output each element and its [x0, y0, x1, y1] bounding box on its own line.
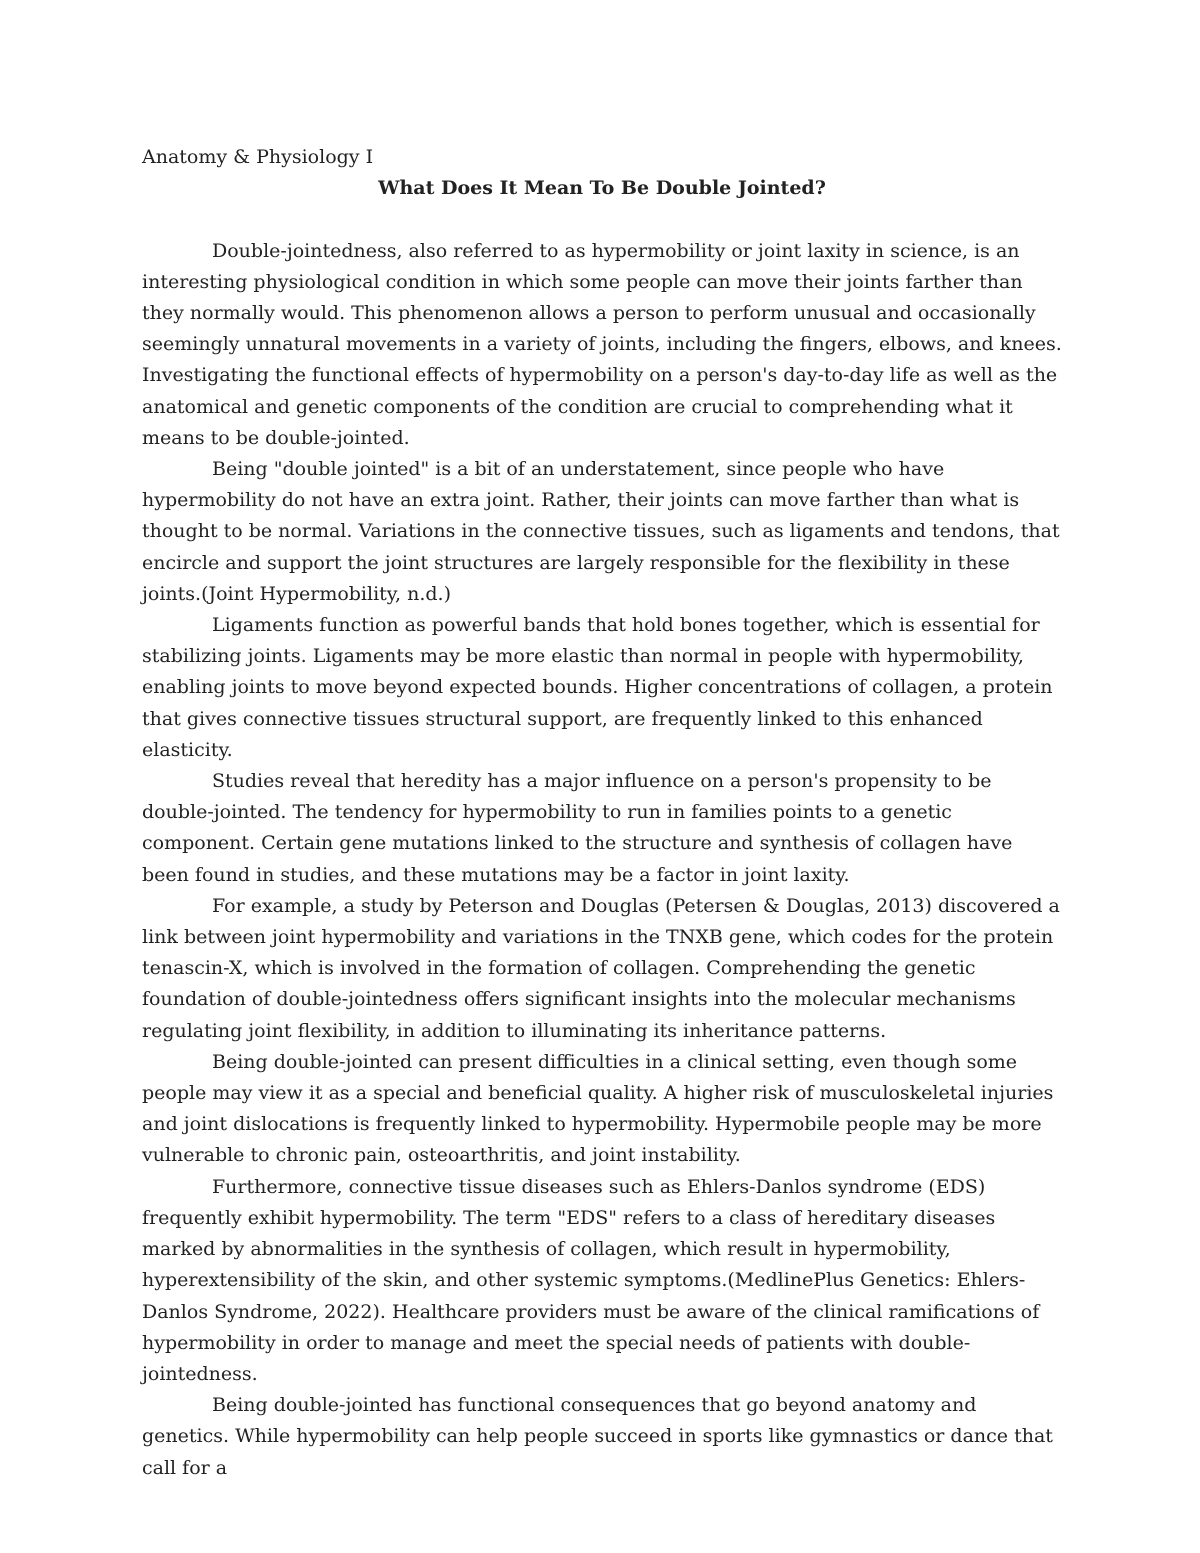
document-body: [142, 142, 1062, 1484]
paragraph-7: Furthermore, connective tissue diseases such as Ehlers-Danlos syndrome (EDS) frequently exhibit hypermobility. The term "EDS" refers to a class of hereditary diseases marked by abnormalities in the synthesis of collagen, which result in hypermobility, hyperextensibility of the skin, and other systemic symptoms.(MedlinePlus Genetics: Ehlers-Danlos Syndrome, 2022). Healthcare providers must be aware of the clinical ramifications of hypermobility in order to manage and meet the special needs of patients with double-jointedness.: [142, 1175, 1040, 1385]
paragraph-8: Being double-jointed has functional consequences that go beyond anatomy and genetics. While hypermobility can help people succeed in sports like gymnastics or dance that call for a: [142, 1394, 1053, 1479]
paragraph-2: Being "double jointed" is a bit of an understatement, since people who have hypermobility do not have an extra joint. Rather, their joints can move farther than what is thought to be normal. Variations in the connective tissues, such as ligaments and tendons, that encircle and support the joint structures are largely responsible for the flexibility in these joints.(Joint Hypermobility, n.d.): [142, 458, 1060, 605]
document-title: What Does It Mean To Be Double Jointed?: [378, 177, 826, 200]
paragraph-6: Being double-jointed can present difficulties in a clinical setting, even though some people may view it as a special and beneficial quality. A higher risk of musculoskeletal injuries and joint dislocations is frequently linked to hypermobility. Hypermobile people may be more vulnerable to chronic pain, osteoarthritis, and joint instability.: [142, 1050, 1054, 1167]
blank-line: [142, 204, 1062, 235]
paragraph-5: For example, a study by Peterson and Douglas (Petersen & Douglas, 2013) discovered a link between joint hypermobility and variations in the TNXB gene, which codes for the protein tenascin-X, which is involved in the formation of collagen. Comprehending the genetic foundation of double-jointedness offers significant insights into the molecular mechanisms regulating joint flexibility, in addition to illuminating its inheritance patterns.: [142, 894, 1060, 1042]
course-header: Anatomy & Physiology I: [142, 146, 374, 168]
paragraph-1: Double-jointedness, also referred to as hypermobility or joint laxity in science, is an interesting physiological condition in which some people can move their joints farther than they normally would. This phenomenon allows a person to perform unusual and occasionally seemingly unnatural movements in a variety of joints, including the fingers, elbows, and knees. Investigating the functional effects of hypermobility on a person's day-to-day life as well as the anatomical and genetic components of the condition are crucial to comprehending what it means to be double-jointed.: [142, 239, 1062, 449]
paragraph-4: Studies reveal that heredity has a major influence on a person's propensity to be double-jointed. The tendency for hypermobility to run in families points to a genetic component. Certain gene mutations linked to the structure and synthesis of collagen have been found in studies, and these mutations may be a factor in joint laxity.: [142, 770, 1013, 886]
paragraph-3: Ligaments function as powerful bands that hold bones together, which is essential for stabilizing joints. Ligaments may be more elastic than normal in people with hypermobility, enabling joints to move beyond expected bounds. Higher concentrations of collagen, a protein that gives connective tissues structural support, are frequently linked to this enhanced elasticity.: [142, 614, 1053, 761]
